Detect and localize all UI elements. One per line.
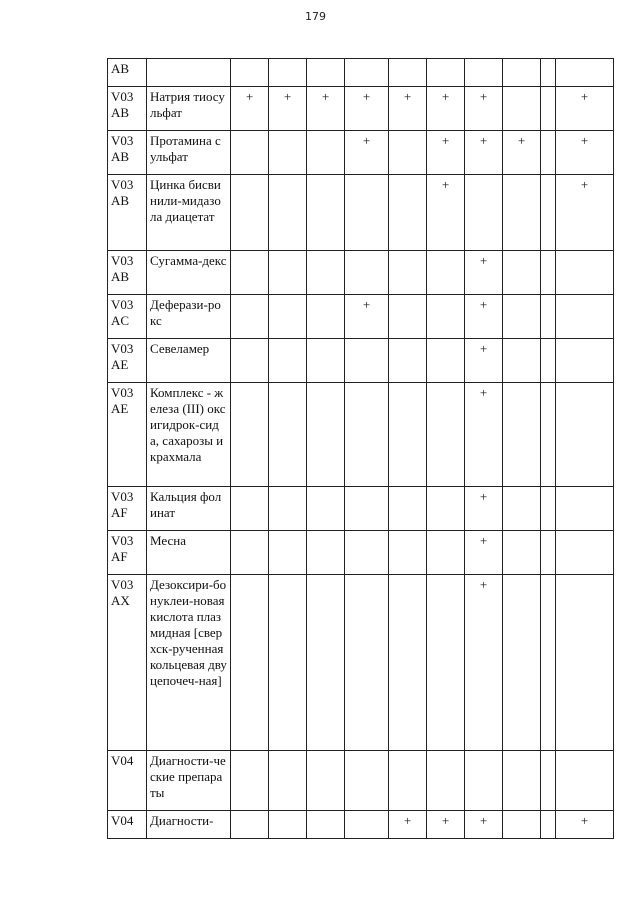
mark-cell — [307, 175, 345, 251]
mark-cell — [541, 131, 556, 175]
atc-code-cell: V03 AB — [108, 251, 147, 295]
atc-code-cell: V03 AB — [108, 87, 147, 131]
mark-cell — [503, 87, 541, 131]
mark-cell — [503, 251, 541, 295]
table-row — [108, 487, 614, 531]
mark-cell — [389, 175, 427, 251]
mark-cell — [231, 131, 269, 175]
drug-name-cell: Диагности- — [147, 811, 231, 839]
atc-code-cell: V03 AX — [108, 575, 147, 751]
mark-cell — [541, 339, 556, 383]
mark-cell — [231, 575, 269, 751]
mark-cell: + — [269, 87, 307, 131]
mark-cell: + — [465, 487, 503, 531]
mark-cell — [307, 383, 345, 487]
mark-cell: + — [427, 811, 465, 839]
mark-cell — [231, 811, 269, 839]
mark-cell — [307, 295, 345, 339]
table-row — [108, 59, 614, 87]
mark-cell — [427, 251, 465, 295]
mark-cell — [541, 295, 556, 339]
mark-cell — [556, 575, 614, 751]
mark-cell — [541, 383, 556, 487]
mark-cell — [389, 487, 427, 531]
drug-table — [107, 58, 614, 839]
mark-cell — [465, 751, 503, 811]
mark-cell — [541, 575, 556, 751]
table-row — [108, 383, 614, 487]
mark-cell — [465, 59, 503, 87]
mark-cell — [389, 575, 427, 751]
mark-cell — [503, 339, 541, 383]
mark-cell: + — [465, 383, 503, 487]
mark-cell — [556, 751, 614, 811]
mark-cell — [231, 531, 269, 575]
mark-cell — [465, 175, 503, 251]
mark-cell — [269, 295, 307, 339]
mark-cell: + — [503, 131, 541, 175]
page-number: 179 — [305, 10, 326, 23]
mark-cell — [307, 487, 345, 531]
mark-cell — [503, 383, 541, 487]
mark-cell: + — [345, 131, 389, 175]
mark-cell — [427, 383, 465, 487]
mark-cell — [231, 175, 269, 251]
drug-name-cell: Сугамма-декс — [147, 251, 231, 295]
atc-code-cell: V03 AB — [108, 175, 147, 251]
table-row — [108, 531, 614, 575]
atc-code-cell: V03 AC — [108, 295, 147, 339]
mark-cell — [541, 531, 556, 575]
mark-cell — [307, 811, 345, 839]
mark-cell — [345, 339, 389, 383]
mark-cell — [269, 531, 307, 575]
mark-cell: + — [465, 811, 503, 839]
mark-cell — [427, 531, 465, 575]
mark-cell: + — [556, 131, 614, 175]
mark-cell — [345, 575, 389, 751]
mark-cell — [556, 59, 614, 87]
mark-cell — [345, 251, 389, 295]
mark-cell — [269, 383, 307, 487]
table-row — [108, 575, 614, 751]
mark-cell: + — [465, 339, 503, 383]
mark-cell — [427, 295, 465, 339]
mark-cell — [307, 575, 345, 751]
mark-cell: + — [427, 87, 465, 131]
mark-cell — [556, 251, 614, 295]
mark-cell — [269, 811, 307, 839]
mark-cell — [269, 575, 307, 751]
mark-cell — [345, 59, 389, 87]
mark-cell — [541, 59, 556, 87]
drug-name-cell: Дезоксири-бонуклеи-новая кислота плазмидная [сверхск-рученная кольцевая двуцепочеч-ная] — [147, 575, 231, 751]
mark-cell — [231, 295, 269, 339]
atc-code-cell: V03 AF — [108, 531, 147, 575]
mark-cell — [269, 131, 307, 175]
mark-cell — [556, 383, 614, 487]
mark-cell — [345, 531, 389, 575]
mark-cell — [269, 487, 307, 531]
atc-code-cell: V03 AB — [108, 131, 147, 175]
mark-cell — [541, 87, 556, 131]
mark-cell — [345, 175, 389, 251]
mark-cell — [269, 339, 307, 383]
mark-cell — [231, 339, 269, 383]
mark-cell — [389, 295, 427, 339]
mark-cell: + — [556, 87, 614, 131]
mark-cell — [231, 751, 269, 811]
mark-cell — [427, 487, 465, 531]
mark-cell — [345, 811, 389, 839]
mark-cell — [307, 339, 345, 383]
mark-cell — [503, 295, 541, 339]
mark-cell — [556, 487, 614, 531]
table-row — [108, 295, 614, 339]
mark-cell — [269, 59, 307, 87]
mark-cell — [503, 487, 541, 531]
drug-name-cell — [147, 59, 231, 87]
mark-cell: + — [427, 175, 465, 251]
mark-cell — [503, 531, 541, 575]
mark-cell — [427, 575, 465, 751]
mark-cell: + — [465, 295, 503, 339]
table-row — [108, 811, 614, 839]
atc-code-cell: V04 — [108, 751, 147, 811]
atc-code-cell: V03 AE — [108, 383, 147, 487]
mark-cell — [503, 59, 541, 87]
drug-name-cell: Месна — [147, 531, 231, 575]
mark-cell: + — [556, 175, 614, 251]
mark-cell: + — [465, 251, 503, 295]
mark-cell — [307, 531, 345, 575]
mark-cell — [389, 251, 427, 295]
mark-cell — [345, 487, 389, 531]
mark-cell — [389, 751, 427, 811]
mark-cell — [345, 751, 389, 811]
mark-cell — [231, 59, 269, 87]
drug-name-cell: Севеламер — [147, 339, 231, 383]
mark-cell — [427, 339, 465, 383]
mark-cell — [541, 251, 556, 295]
mark-cell — [503, 175, 541, 251]
mark-cell — [307, 131, 345, 175]
table-row — [108, 251, 614, 295]
mark-cell — [389, 131, 427, 175]
mark-cell: + — [345, 295, 389, 339]
mark-cell — [503, 811, 541, 839]
mark-cell — [389, 59, 427, 87]
drug-name-cell: Кальция фолинат — [147, 487, 231, 531]
mark-cell — [345, 383, 389, 487]
drug-name-cell: Деферази-рокс — [147, 295, 231, 339]
mark-cell — [541, 751, 556, 811]
mark-cell — [231, 383, 269, 487]
mark-cell — [389, 383, 427, 487]
drug-name-cell: Диагности-ческие препараты — [147, 751, 231, 811]
mark-cell: + — [556, 811, 614, 839]
atc-code-cell: AB — [108, 59, 147, 87]
mark-cell — [427, 59, 465, 87]
mark-cell: + — [345, 87, 389, 131]
mark-cell — [541, 811, 556, 839]
table-row — [108, 87, 614, 131]
mark-cell: + — [231, 87, 269, 131]
mark-cell — [269, 251, 307, 295]
mark-cell — [231, 487, 269, 531]
mark-cell — [556, 295, 614, 339]
atc-code-cell: V03 AF — [108, 487, 147, 531]
mark-cell — [231, 251, 269, 295]
drug-name-cell: Цинка бисвинили-мидазола диацетат — [147, 175, 231, 251]
mark-cell: + — [427, 131, 465, 175]
mark-cell: + — [389, 87, 427, 131]
mark-cell — [307, 59, 345, 87]
drug-name-cell: Натрия тиосульфат — [147, 87, 231, 131]
mark-cell — [541, 175, 556, 251]
mark-cell — [556, 339, 614, 383]
mark-cell: + — [465, 87, 503, 131]
atc-code-cell: V04 — [108, 811, 147, 839]
mark-cell — [269, 751, 307, 811]
drug-name-cell: Протамина сульфат — [147, 131, 231, 175]
table-row — [108, 751, 614, 811]
mark-cell — [389, 531, 427, 575]
table-row — [108, 131, 614, 175]
mark-cell — [307, 251, 345, 295]
drug-name-cell: Комплекс - железа (III) оксигидрок-сида, сахарозы и крахмала — [147, 383, 231, 487]
mark-cell: + — [389, 811, 427, 839]
atc-code-cell: V03 AE — [108, 339, 147, 383]
mark-cell: + — [465, 575, 503, 751]
mark-cell — [389, 339, 427, 383]
mark-cell: + — [307, 87, 345, 131]
mark-cell — [307, 751, 345, 811]
mark-cell: + — [465, 531, 503, 575]
mark-cell — [556, 531, 614, 575]
mark-cell: + — [465, 131, 503, 175]
mark-cell — [541, 487, 556, 531]
table-row — [108, 339, 614, 383]
mark-cell — [503, 751, 541, 811]
mark-cell — [269, 175, 307, 251]
mark-cell — [427, 751, 465, 811]
mark-cell — [503, 575, 541, 751]
table-row — [108, 175, 614, 251]
